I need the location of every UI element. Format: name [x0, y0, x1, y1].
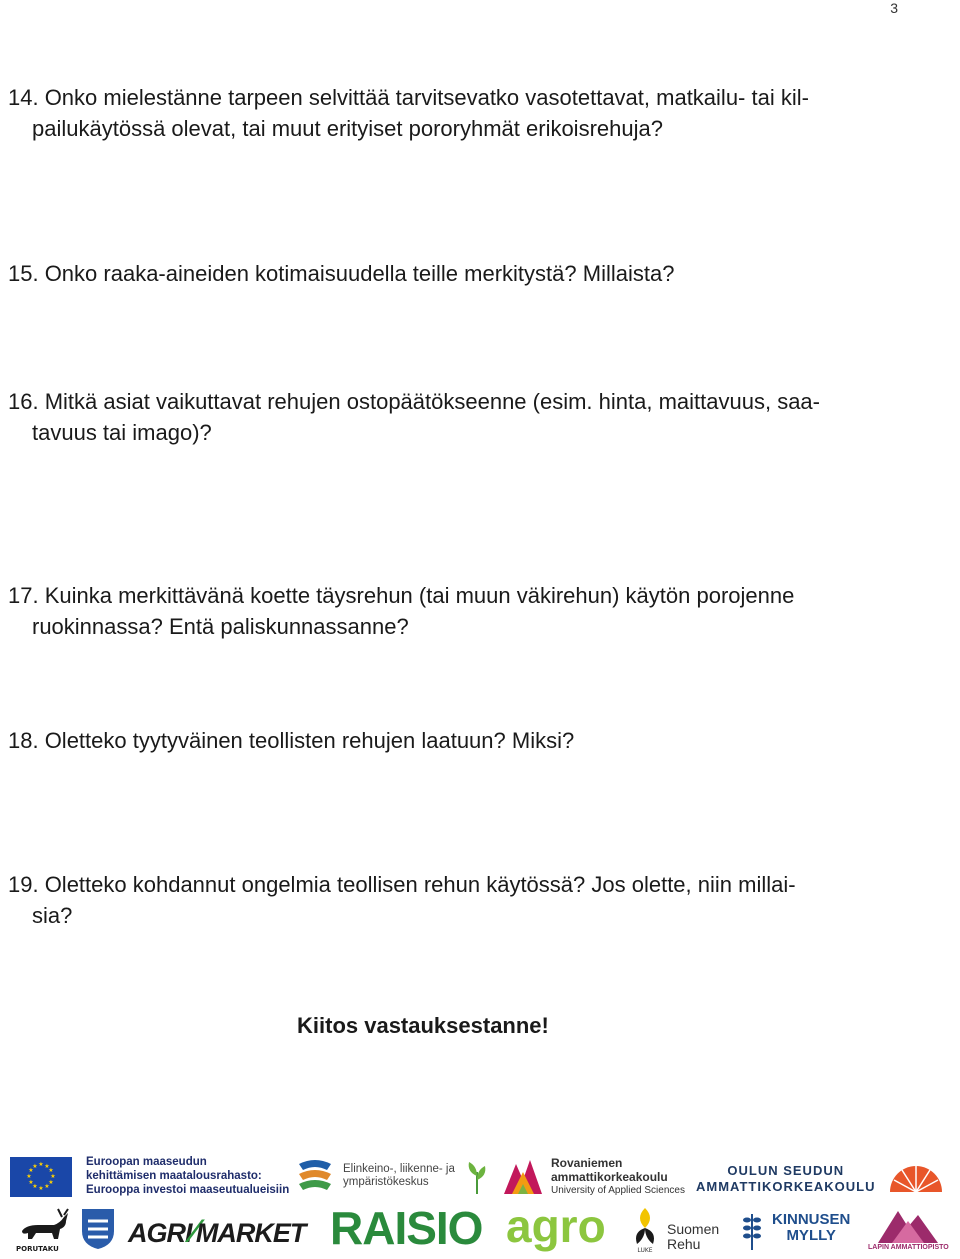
ely-line-1: Elinkeino-, liikenne- ja [343, 1163, 455, 1175]
coat-of-arms-icon [80, 1207, 116, 1249]
question-text: 15. Onko raaka-aineiden kotimaisuudella teille merkitystä? Millaista? [8, 261, 675, 286]
ely-line-2: ympäristökeskus [343, 1176, 429, 1188]
svg-text:★: ★ [28, 1179, 34, 1186]
question-18 [0, 725, 900, 756]
lapin-text: LAPIN AMMATTIOPISTO [868, 1244, 949, 1251]
eu-line-1: Euroopan maaseudun [86, 1156, 207, 1168]
svg-text:★: ★ [28, 1167, 34, 1174]
kinnusen-line-2: MYLLY [786, 1227, 836, 1244]
porotaku-label: PORUTAKU [16, 1245, 59, 1253]
eu-flag-icon [10, 1157, 72, 1197]
svg-text:★: ★ [48, 1179, 54, 1186]
rovaniemi-line-3: University of Applied Sciences [551, 1185, 685, 1196]
suomen-line-2: Rehu [667, 1236, 701, 1252]
question-text: 16. Mitkä asiat vaikuttavat rehujen ostopäätökseenne (esim. hinta, maittavuus, saa- [8, 389, 820, 414]
agro-logo: agro [506, 1200, 606, 1252]
oulu-line-2: AMMATTIKORKEAKOULU [696, 1179, 876, 1194]
ely-logo-icon [295, 1156, 335, 1198]
oulu-line-1: OULUN SEUDUN [727, 1163, 845, 1178]
question-text: 19. Oletteko kohdannut ongelmia teollisen rehun käytössä? Jos olette, niin millai- [8, 872, 796, 897]
wheat-icon [737, 1210, 767, 1252]
rovaniemi-text [551, 1156, 685, 1198]
market-text: MARKET [195, 1218, 306, 1248]
sprout-icon [465, 1158, 489, 1194]
svg-text:★: ★ [44, 1163, 50, 1170]
question-14 [0, 82, 900, 144]
rovaniemi-logo-icon [502, 1154, 544, 1198]
suomen-line-1: Suomen [667, 1221, 720, 1237]
eu-line-3: Eurooppa investoi maaseutualueisiin [86, 1184, 290, 1196]
eu-line-2: kehittämisen maatalousrahasto: [86, 1170, 262, 1182]
kinnusen-mylly-text [772, 1212, 850, 1244]
luke-logo-icon [625, 1206, 665, 1254]
question-text: 18. Oletteko tyytyväinen teollisten rehujen laatuun? Miksi? [8, 728, 575, 753]
kinnusen-line-1: KINNUSEN [772, 1211, 851, 1228]
rovaniemi-line-2: ammattikorkeakoulu [551, 1170, 668, 1184]
ely-text [343, 1163, 455, 1189]
reindeer-logo-icon [12, 1207, 74, 1253]
closing-thanks: Kiitos vastauksestanne! [297, 1013, 549, 1038]
svg-text:★: ★ [26, 1173, 32, 1180]
question-text-continued: tavuus tai imago)? [32, 420, 212, 445]
agrimarket-logo [128, 1213, 305, 1250]
question-16 [0, 386, 900, 448]
oulu-amk-text [696, 1163, 876, 1195]
svg-text:★: ★ [38, 1161, 44, 1168]
svg-text:★: ★ [44, 1183, 50, 1190]
raisio-logo: RAISIO [330, 1202, 483, 1254]
page-number: 3 [890, 0, 898, 16]
svg-text:★: ★ [48, 1167, 54, 1174]
question-text-continued: pailukäytössä olevat, tai muut erityiset pororyhmät erikoisrehuja? [32, 116, 663, 141]
eu-fund-text [86, 1155, 289, 1197]
question-text-continued: ruokinnassa? Entä paliskunnassanne? [32, 614, 409, 639]
svg-text:★: ★ [50, 1173, 56, 1180]
question-text-continued: sia? [32, 903, 73, 928]
rovaniemi-line-1: Rovaniemen [551, 1156, 623, 1170]
question-19 [0, 869, 900, 931]
question-text: 17. Kuinka merkittävänä koette täysrehun (tai muun väkirehun) käytön porojenne [8, 583, 795, 608]
question-text: 14. Onko mielestänne tarpeen selvittää tarvitsevatko vasotettavat, matkailu- tai kil- [8, 85, 809, 110]
luke-label: LUKE [637, 1247, 653, 1254]
svg-text:★: ★ [32, 1163, 38, 1170]
question-17 [0, 580, 900, 642]
agri-slash-icon: ⁄ [191, 1213, 196, 1249]
agri-text: AGRI [128, 1218, 192, 1248]
sun-logo-icon [886, 1152, 946, 1196]
svg-text:★: ★ [38, 1185, 44, 1192]
suomen-rehu-text [667, 1222, 719, 1252]
question-15 [0, 258, 900, 289]
svg-text:★: ★ [32, 1183, 38, 1190]
